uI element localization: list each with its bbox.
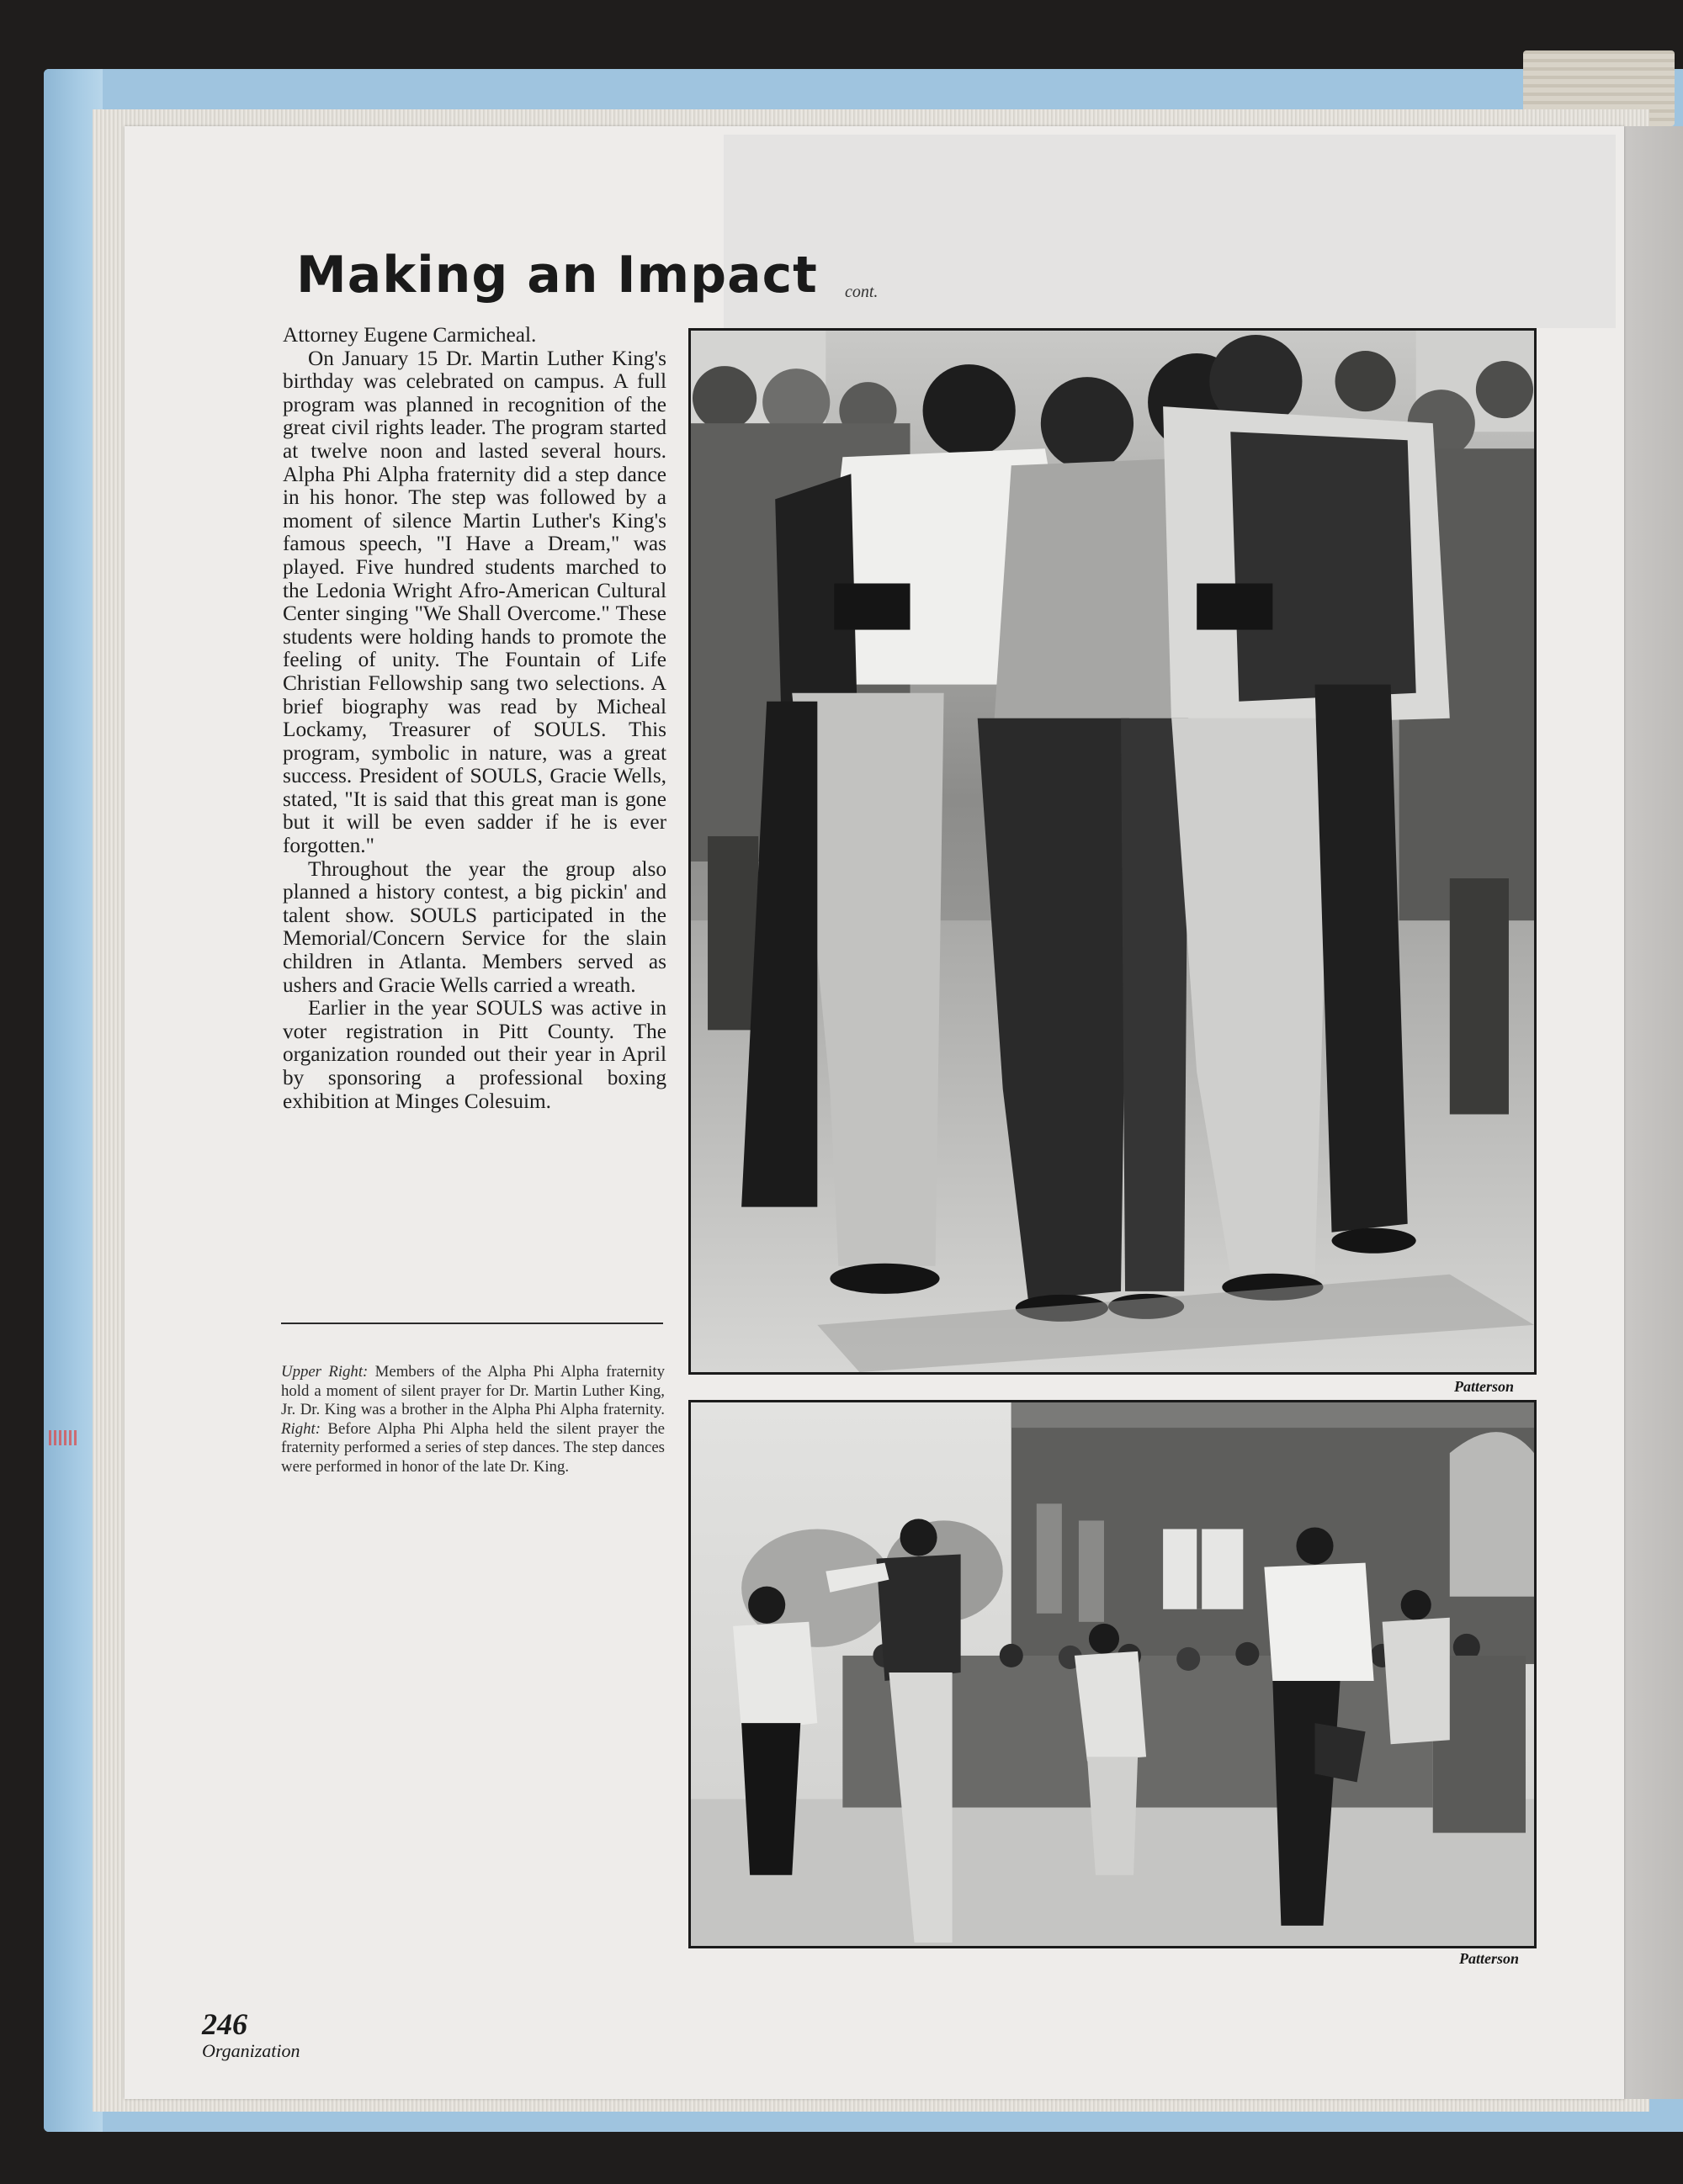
photo-credit-lower: Patterson [1459, 1950, 1520, 1967]
continued-label: cont. [845, 283, 879, 301]
photo-silent-prayer [688, 328, 1537, 1375]
section-name: Organization [202, 2040, 300, 2061]
facing-page-edge [1624, 126, 1683, 2099]
photo-step-dance-image [691, 1402, 1534, 1946]
page-title: Making an Impact [296, 246, 818, 305]
article-paragraph: On January 15 Dr. Martin Luther King's birthday was celebrated on campus. A full program was planned in recognition of the great civil rights leader. The program started at twelve noon and lasted several hours. Alpha Phi Alpha fraternity did a step dance in his honor. The step was followed by a moment of silence Martin Luther's King's famous speech, "I Have a Dream," was played. Five hundred students marched to the Ledonia Wright Afro-American Cultural Center singing "We Shall Overcome." These students were holding hands to promote the feeling of unity. The Fountain of Life Christian Fellowship sang two selections. A brief biography was read by Micheal Lockamy, Treasurer of SOULS. This program, symbolic in nature, was a great success. President of SOULS, Gracie Wells, stated, "It is said that this great man is gone but it will be even sadder if he is ever forgotten." [283, 346, 666, 858]
caption-text-upper-right: Members of the Alpha Phi Alpha fraternity hold a moment of silent prayer for Dr. Martin Luther King, Jr. Dr. King was a brother in the Alpha Phi Alpha fraternity. [281, 1363, 665, 1419]
photo-step-dance [688, 1400, 1537, 1948]
photo-silent-prayer-image [691, 331, 1534, 1372]
caption-text-right: Before Alpha Phi Alpha held the silent prayer the fraternity performed a series of step dances. The step dances were performed in honor of the late Dr. King. [281, 1419, 665, 1476]
caption-lead-upper-right: Upper Right: [281, 1363, 369, 1381]
page-number: 246 [202, 2007, 247, 2041]
article-paragraph: Attorney Eugene Carmicheal. [283, 323, 537, 347]
title-row [296, 246, 1054, 330]
photo-caption [281, 1363, 665, 1477]
article-body [283, 324, 666, 1113]
spine-mark [49, 1430, 77, 1445]
article-paragraph: Throughout the year the group also planned a history contest, a big pickin' and talent show. SOULS participated in the Memorial/Concern Service for the slain children in Atlanta. Members served as ushers and Gracie Wells carried a wreath. [283, 856, 666, 997]
divider-rule [281, 1323, 663, 1324]
caption-lead-right: Right: [281, 1419, 321, 1438]
photo-credit-upper: Patterson [1454, 1378, 1515, 1395]
article-paragraph: Earlier in the year SOULS was active in voter registration in Pitt County. The organization rounded out their year in April by sponsoring a professional boxing exhibition at Minges Colesuim. [283, 996, 666, 1113]
